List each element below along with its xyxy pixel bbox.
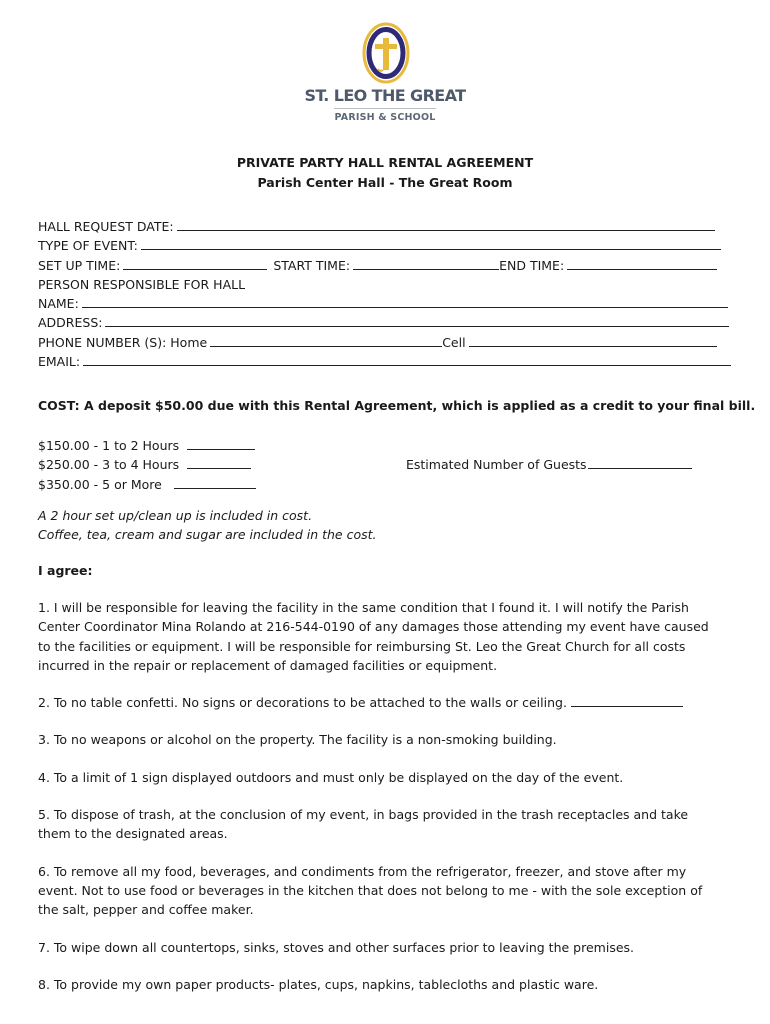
type-of-event-label: TYPE OF EVENT: xyxy=(38,238,138,254)
phone-row xyxy=(38,333,738,352)
term-5 xyxy=(38,805,738,844)
agreement-terms xyxy=(38,598,738,994)
time-row xyxy=(38,256,738,275)
included-notes xyxy=(38,506,377,545)
person-responsible-label: PERSON RESPONSIBLE FOR HALL xyxy=(38,276,246,292)
phone-cell-label: Cell xyxy=(442,334,466,350)
document-title: PRIVATE PARTY HALL RENTAL AGREEMENT xyxy=(236,155,534,170)
price-options xyxy=(38,436,256,494)
set-up-time-label: SET UP TIME: xyxy=(38,257,121,273)
name-row xyxy=(38,294,738,313)
address-row xyxy=(38,313,738,332)
price-option-field[interactable] xyxy=(174,475,256,489)
term-text: 2. To no table confetti. No signs or decorations to be attached to the walls or ceiling. xyxy=(38,695,567,711)
hall-request-date-row xyxy=(38,217,738,236)
refreshments-note: Coffee, tea, cream and sugar are included in the cost. xyxy=(38,527,377,543)
end-time-label: END TIME: xyxy=(499,257,565,273)
term-text: 1. I will be responsible for leaving the facility in the same condition that I found it. I will notify the Parish Center Coordinator Mina Rolando at 216-544-0190 of any damages those attending my event have caused to the facilities or equipment. I will be responsible for reimbursing St. Leo the Great Church for all costs incurred in the repair or replacement of damaged facilities or equipment. xyxy=(38,600,709,673)
hall-request-date-label: HALL REQUEST DATE: xyxy=(38,219,174,234)
price-option-label: $250.00 - 3 to 4 Hours xyxy=(38,457,180,473)
guests-field[interactable] xyxy=(588,455,692,469)
email-field[interactable] xyxy=(83,352,731,366)
name-label: NAME: xyxy=(38,296,79,312)
phone-home-label: PHONE NUMBER (S): Home xyxy=(38,334,208,350)
email-row xyxy=(38,352,738,371)
logo-parish-name: ST. LEO THE GREAT xyxy=(304,86,466,105)
term-text: 6. To remove all my food, beverages, and condiments from the refrigerator, freezer, and stove after my event. Not to use food or beverages in the kitchen that does not belong to me - with the sole exception of the salt, pepper and coffee maker. xyxy=(38,863,703,918)
name-field[interactable] xyxy=(82,294,728,308)
start-time-label: START TIME: xyxy=(273,257,351,273)
term-6 xyxy=(38,862,738,920)
phone-home-field[interactable] xyxy=(210,333,442,347)
term-2-initial-field[interactable] xyxy=(571,694,683,707)
setup-note: A 2 hour set up/clean up is included in cost. xyxy=(38,508,313,523)
start-time-field[interactable] xyxy=(353,256,499,270)
phone-cell-field[interactable] xyxy=(469,333,717,347)
request-form-fields xyxy=(38,217,738,371)
parish-logo xyxy=(300,22,470,132)
document-subtitle: Parish Center Hall - The Great Room xyxy=(257,175,513,190)
term-text: 8. To provide my own paper products- plates, cups, napkins, tablecloths and plastic ware. xyxy=(38,976,599,992)
term-text: 7. To wipe down all countertops, sinks, stoves and other surfaces prior to leaving the premises. xyxy=(38,939,635,955)
price-option-label: $150.00 - 1 to 2 Hours xyxy=(38,438,180,453)
person-responsible-row xyxy=(38,275,738,294)
logo-parish-subtitle: PARISH & SCHOOL xyxy=(334,112,436,123)
hall-request-date-field[interactable] xyxy=(177,217,715,231)
price-option-row xyxy=(38,455,256,474)
logo-divider xyxy=(334,108,436,109)
guests-row xyxy=(406,455,692,472)
term-3 xyxy=(38,730,738,749)
email-label: EMAIL: xyxy=(38,354,81,370)
price-option-row xyxy=(38,436,256,455)
end-time-field[interactable] xyxy=(567,256,717,270)
term-2 xyxy=(38,693,738,712)
document-header xyxy=(0,153,770,193)
price-option-field[interactable] xyxy=(187,436,255,450)
term-7 xyxy=(38,938,738,957)
term-text: 4. To a limit of 1 sign displayed outdoors and must only be displayed on the day of the event. xyxy=(38,769,624,785)
price-option-label: $350.00 - 5 or More xyxy=(38,476,162,492)
cross-emblem-icon xyxy=(362,22,410,88)
term-text: 5. To dispose of trash, at the conclusion of my event, in bags provided in the trash receptacles and take them to the designated areas. xyxy=(38,807,689,842)
cost-statement: COST: A deposit $50.00 due with this Rental Agreement, which is applied as a credit to your final bill. xyxy=(38,398,756,413)
term-1 xyxy=(38,598,738,675)
price-option-row xyxy=(38,475,256,494)
term-8 xyxy=(38,975,738,994)
type-of-event-field[interactable] xyxy=(141,236,721,250)
type-of-event-row xyxy=(38,236,738,255)
set-up-time-field[interactable] xyxy=(123,256,267,270)
guests-label: Estimated Number of Guests xyxy=(406,457,587,472)
address-label: ADDRESS: xyxy=(38,315,103,331)
term-text: 3. To no weapons or alcohol on the property. The facility is a non-smoking building. xyxy=(38,732,557,748)
price-option-field[interactable] xyxy=(187,455,251,469)
address-field[interactable] xyxy=(105,313,729,327)
term-4 xyxy=(38,768,738,787)
agree-heading: I agree: xyxy=(38,563,93,578)
